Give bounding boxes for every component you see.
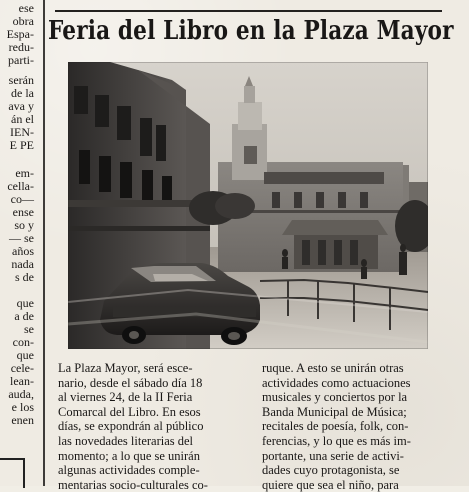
left-column-line: ava y <box>8 99 34 113</box>
article-body-line: La Plaza Mayor, será esce- <box>58 361 193 375</box>
article-body-column-right <box>262 361 457 492</box>
left-column-line: se <box>24 322 34 336</box>
column-divider-rule <box>43 0 45 486</box>
article-body-line: actividades como actuaciones <box>262 375 411 390</box>
left-column-line: s de <box>15 270 34 284</box>
left-column-line: ense <box>12 205 34 219</box>
article-body-line: quiere que sea el niño, para <box>262 477 399 492</box>
left-column-line: Espa- <box>6 27 34 41</box>
article-body-line: recitales de poesía, folk, con- <box>262 419 409 434</box>
left-column-line: — se <box>9 231 34 245</box>
article-body-line: portante, una serie de activi- <box>262 448 404 463</box>
plaza-mayor-photo <box>68 62 428 349</box>
article-body-line: al viernes 24, de la II Feria <box>58 390 193 405</box>
article-body-line: Banda Municipal de Música; <box>262 404 407 419</box>
left-column-line: obra <box>12 14 34 28</box>
left-column-line: lean- <box>10 374 34 388</box>
left-column-line: nada <box>11 257 34 271</box>
article-body-line: musicales y conciertos por la <box>262 390 408 405</box>
left-column-line: so y <box>14 218 34 232</box>
left-column-line: que <box>16 296 34 310</box>
left-column-line: parti- <box>8 53 34 67</box>
left-column-line: ese <box>18 1 34 15</box>
article-body-line: ruque. A esto se unirán otras <box>262 361 404 375</box>
article-headline: Feria del Libro en la Plaza Mayor <box>48 16 454 46</box>
left-column-line: con- <box>12 335 34 349</box>
article-body-column-left <box>58 361 245 492</box>
left-column-line: IEN- <box>10 125 34 139</box>
article-body-line: ferencias, y lo que es más im- <box>262 433 411 448</box>
left-column-line: án el <box>11 112 34 126</box>
article-body-line: algunas actividades comple- <box>58 463 200 478</box>
left-column-line: E PE <box>9 138 34 152</box>
left-column-line: a de <box>14 309 34 323</box>
left-column-line: e los <box>11 400 34 414</box>
left-adjacent-column <box>0 0 38 486</box>
headline-top-rule <box>55 10 442 12</box>
left-column-line: auda, <box>8 387 34 401</box>
left-column-line: cella- <box>7 179 34 193</box>
corner-box-rule <box>0 458 25 488</box>
left-column-line: de la <box>11 86 34 100</box>
article-body-line: Comarcal del Libro. En esos <box>58 404 201 419</box>
left-column-line: serán <box>8 73 34 87</box>
left-column-line: redu- <box>8 40 34 54</box>
article-body-line: las novedades literarias del <box>58 433 194 448</box>
left-column-line: que <box>16 348 34 362</box>
left-column-line: em- <box>15 166 34 180</box>
article-body-line: nario, desde el sábado día 18 <box>58 375 203 390</box>
left-column-line: cele- <box>10 361 34 375</box>
left-column-line: años <box>12 244 34 258</box>
article-body-line: momento; a lo que se unirán <box>58 448 200 463</box>
article-body-line: mentarias socio-culturales co- <box>58 477 208 492</box>
article-body-line: días, se expondrán al público <box>58 419 204 434</box>
left-column-line: co— <box>10 192 34 206</box>
article-body-line: dades cuyo protagonista, se <box>262 463 400 478</box>
left-column-line: enen <box>11 413 34 427</box>
